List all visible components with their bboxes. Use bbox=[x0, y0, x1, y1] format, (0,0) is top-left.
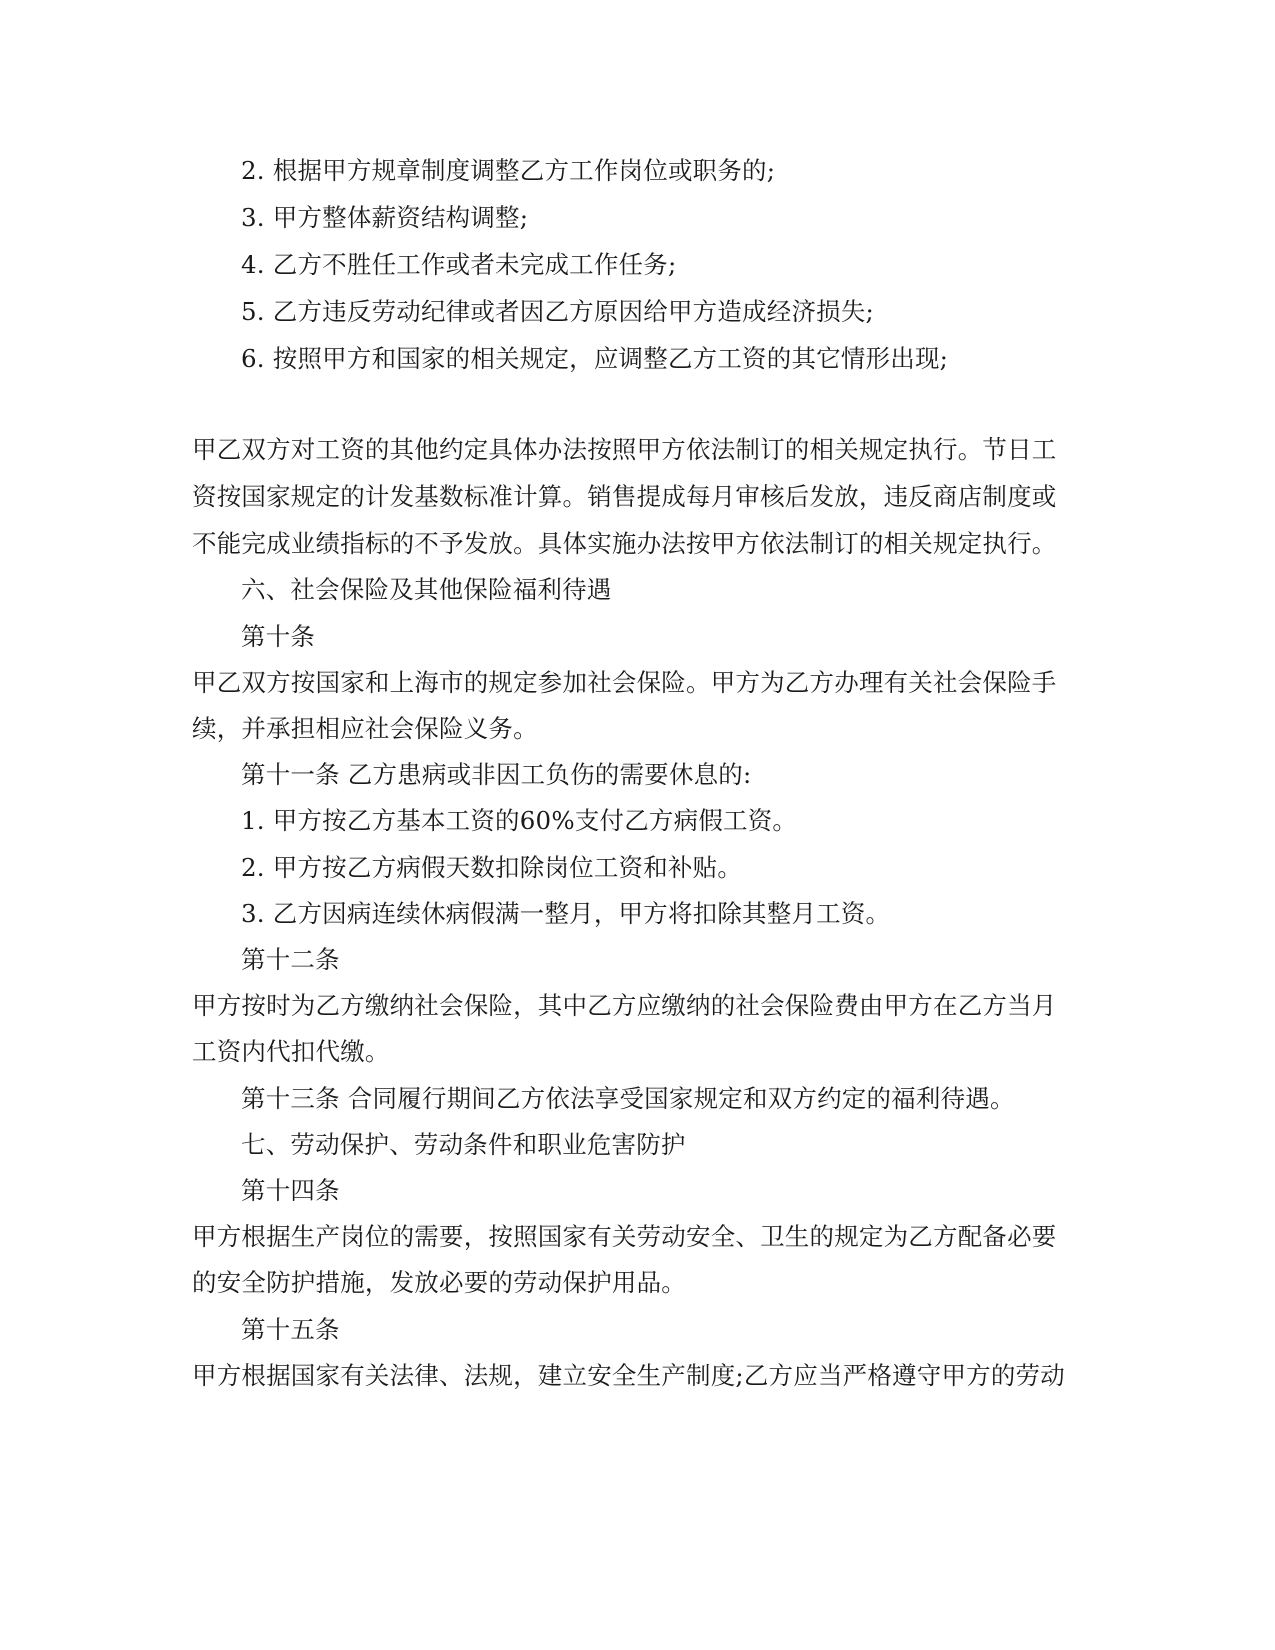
paragraph-line: 甲乙双方按国家和上海市的规定参加社会保险。甲方为乙方办理有关社会保险手 bbox=[192, 668, 1057, 697]
paragraph-line: 甲乙双方对工资的其他约定具体办法按照甲方依法制订的相关规定执行。节日工 bbox=[192, 435, 1057, 464]
list-item: 6. 按照甲方和国家的相关规定，应调整乙方工资的其它情形出现; bbox=[241, 344, 949, 373]
article-title: 第十二条 bbox=[241, 945, 340, 974]
list-item: 2. 根据甲方规章制度调整乙方工作岗位或职务的; bbox=[241, 156, 776, 185]
paragraph-line: 的安全防护措施，发放必要的劳动保护用品。 bbox=[192, 1268, 686, 1297]
paragraph-line: 工资内代扣代缴。 bbox=[192, 1037, 390, 1066]
article-paragraph: 第十三条 合同履行期间乙方依法享受国家规定和双方约定的福利待遇。 bbox=[241, 1084, 1015, 1113]
list-item: 2. 甲方按乙方病假天数扣除岗位工资和补贴。 bbox=[241, 853, 743, 882]
article-title: 第十五条 bbox=[241, 1315, 340, 1344]
list-item: 3. 甲方整体薪资结构调整; bbox=[241, 203, 529, 232]
article-title: 第十条 bbox=[241, 622, 316, 651]
paragraph-line: 不能完成业绩指标的不予发放。具体实施办法按甲方依法制订的相关规定执行。 bbox=[192, 529, 1057, 558]
section-heading: 六、社会保险及其他保险福利待遇 bbox=[241, 575, 612, 604]
list-item: 3. 乙方因病连续休病假满一整月，甲方将扣除其整月工资。 bbox=[241, 899, 891, 928]
article-title: 第十四条 bbox=[241, 1176, 340, 1205]
paragraph-line: 甲方按时为乙方缴纳社会保险，其中乙方应缴纳的社会保险费由甲方在乙方当月 bbox=[192, 991, 1057, 1020]
section-heading: 七、劳动保护、劳动条件和职业危害防护 bbox=[241, 1130, 686, 1159]
paragraph-line: 续，并承担相应社会保险义务。 bbox=[192, 714, 538, 743]
paragraph-line: 甲方根据国家有关法律、法规，建立安全生产制度;乙方应当严格遵守甲方的劳动 bbox=[192, 1361, 1065, 1390]
list-item: 4. 乙方不胜任工作或者未完成工作任务; bbox=[241, 250, 677, 279]
paragraph-line: 资按国家规定的计发基数标准计算。销售提成每月审核后发放，违反商店制度或 bbox=[192, 482, 1057, 511]
paragraph-line: 甲方根据生产岗位的需要，按照国家有关劳动安全、卫生的规定为乙方配备必要 bbox=[192, 1222, 1057, 1251]
article-title: 第十一条 乙方患病或非因工负伤的需要休息的: bbox=[241, 760, 752, 789]
list-item: 5. 乙方违反劳动纪律或者因乙方原因给甲方造成经济损失; bbox=[241, 297, 875, 326]
list-item: 1. 甲方按乙方基本工资的60%支付乙方病假工资。 bbox=[241, 806, 798, 835]
